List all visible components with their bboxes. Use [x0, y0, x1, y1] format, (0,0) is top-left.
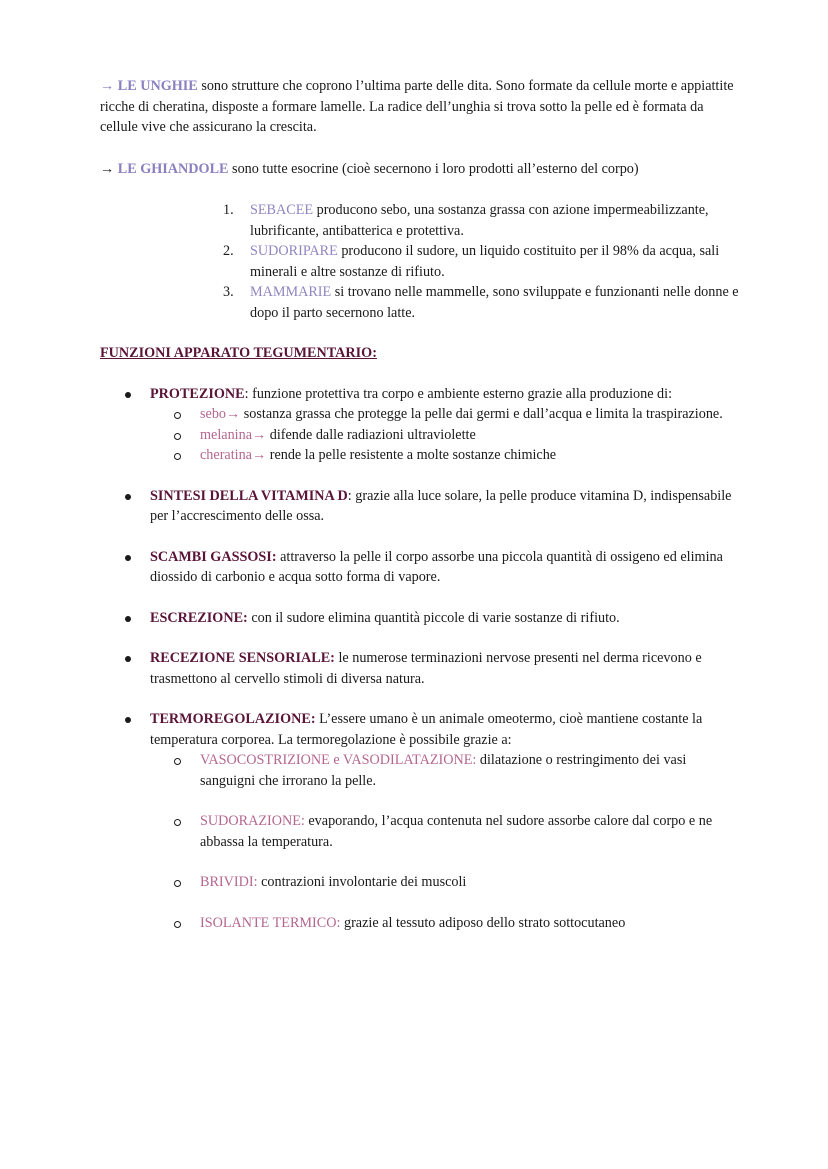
list-item	[100, 241, 740, 282]
term-termoregolazione: TERMOREGOLAZIONE:	[150, 711, 316, 727]
term-cheratina: cheratina→	[200, 447, 267, 463]
bullet-scambi	[100, 547, 740, 588]
bullet-vitamina	[100, 486, 740, 527]
text-mammarie: si trovano nelle mammelle, sono sviluppate e funzionanti nelle donne e dopo il parto secernono latte.	[250, 284, 739, 321]
bullet-dot	[125, 555, 131, 561]
text-vitamina: : grazie alla luce solare, la pelle produce vitamina D, indispensabile per l’accrescimento delle ossa.	[150, 487, 732, 524]
text-recezione: le numerose terminazioni nervose presenti nel derma ricevono e trasmettono al cervello stimoli di diversa natura.	[150, 650, 702, 687]
text-unghie: sono strutture che coprono l’ultima parte delle dita. Sono formate da cellule morte e appiattite ricche di cheratina, disposte a formare lamelle. La radice dell’unghia si trova sotto la pelle ed è formata da cellule vive che assicurano la crescita.	[100, 78, 734, 135]
term-sudoripare: SUDORIPARE	[250, 243, 338, 259]
sub-item-sebo	[100, 404, 740, 425]
sub-bullet	[174, 453, 181, 460]
term-scambi: SCAMBI GASSOSI:	[150, 548, 277, 565]
list-number: 1.	[223, 202, 234, 218]
text-protezione: : funzione protettiva tra corpo e ambiente esterno grazie alla produzione di:	[244, 385, 673, 402]
text-brividi: contrazioni involontarie dei muscoli	[257, 874, 467, 890]
sub-bullet	[174, 819, 181, 826]
sub-item-melanina	[100, 425, 740, 446]
text-vaso: dilatazione o restringimento dei vasi sanguigni che irrorano la pelle.	[200, 752, 687, 789]
arrow-unghie: →	[100, 78, 118, 94]
sub-bullet	[174, 433, 181, 440]
bullet-dot	[125, 616, 131, 622]
list-number: 2.	[223, 243, 234, 259]
text-isolante: grazie al tessuto adiposo dello strato sottocutaneo	[340, 914, 626, 931]
text-sebacee: producono sebo, una sostanza grassa con azione impermeabilizzante, lubrificante, antibatterica e protettiva.	[250, 202, 709, 239]
bullet-dot	[125, 392, 131, 398]
sub-bullet	[174, 758, 181, 765]
list-number: 3.	[223, 284, 234, 300]
text-scambi: attraverso la pelle il corpo assorbe una piccola quantità di ossigeno ed elimina diossido di carbonio e acqua sotto forma di vapore.	[150, 548, 723, 585]
sub-bullet	[174, 412, 181, 419]
paragraph-unghie	[100, 76, 740, 138]
sub-item-sudorazione	[100, 811, 740, 852]
sub-item-isolante	[100, 913, 740, 934]
text-sebo: sostanza grassa che protegge la pelle dai germi e dall’acqua e limita la traspirazione.	[240, 406, 723, 422]
term-sebacee: SEBACEE	[250, 202, 314, 218]
bullet-termoregolazione	[100, 709, 740, 933]
text-escrezione: con il sudore elimina quantità piccole di varie sostanze di rifiuto.	[247, 609, 620, 626]
sub-item-vaso	[100, 750, 740, 791]
term-protezione: PROTEZIONE	[150, 385, 245, 402]
text-ghiandole: sono tutte esocrine (cioè secernono i loro prodotti all’esterno del corpo)	[228, 160, 639, 177]
text-cheratina: rende la pelle resistente a molte sostanze chimiche	[266, 447, 557, 463]
paragraph-ghiandole	[100, 159, 740, 180]
sub-bullet	[174, 921, 181, 928]
term-ghiandole: LE GHIANDOLE	[117, 160, 229, 177]
term-vitamina: SINTESI DELLA VITAMINA D	[150, 487, 348, 504]
list-item	[100, 200, 740, 241]
text-termoregolazione: L’essere umano è un animale omeotermo, cioè mantiene costante la temperatura corporea. La termoregolazione è possibile grazie a:	[150, 711, 703, 748]
term-isolante: ISOLANTE TERMICO:	[200, 914, 341, 931]
bullet-dot	[125, 717, 131, 723]
bullet-protezione	[100, 384, 740, 466]
arrow-ghiandole: →	[100, 160, 118, 177]
bullet-recezione	[100, 648, 740, 689]
text-melanina: difende dalle radiazioni ultraviolette	[266, 426, 476, 443]
term-brividi: BRIVIDI:	[200, 874, 258, 890]
ghiandole-list	[100, 200, 740, 323]
sub-item-cheratina	[100, 445, 740, 466]
section-heading: FUNZIONI APPARATO TEGUMENTARIO:	[100, 345, 377, 361]
term-sudorazione: SUDORAZIONE:	[200, 813, 305, 829]
bullet-dot	[125, 494, 131, 500]
term-escrezione: ESCREZIONE:	[150, 609, 248, 626]
sub-bullet	[174, 880, 181, 887]
term-mammarie: MAMMARIE	[250, 284, 332, 300]
term-recezione: RECEZIONE SENSORIALE:	[150, 650, 335, 666]
term-sebo: sebo→	[200, 406, 241, 422]
bullet-dot	[125, 656, 131, 662]
term-vaso: VASOCOSTRIZIONE e VASODILATAZIONE:	[200, 752, 477, 768]
text-sudorazione: evaporando, l’acqua contenuta nel sudore assorbe calore dal corpo e ne abbassa la temperatura.	[200, 813, 713, 850]
sub-item-brividi	[100, 872, 740, 893]
text-sudoripare: producono il sudore, un liquido costituito per il 98% da acqua, sali minerali e altre sostanze di rifiuto.	[250, 243, 720, 280]
document-page	[100, 76, 740, 953]
list-item	[100, 282, 740, 323]
term-melanina: melanina→	[200, 426, 267, 443]
bullet-escrezione	[100, 608, 740, 629]
term-unghie: LE UNGHIE	[117, 78, 198, 94]
